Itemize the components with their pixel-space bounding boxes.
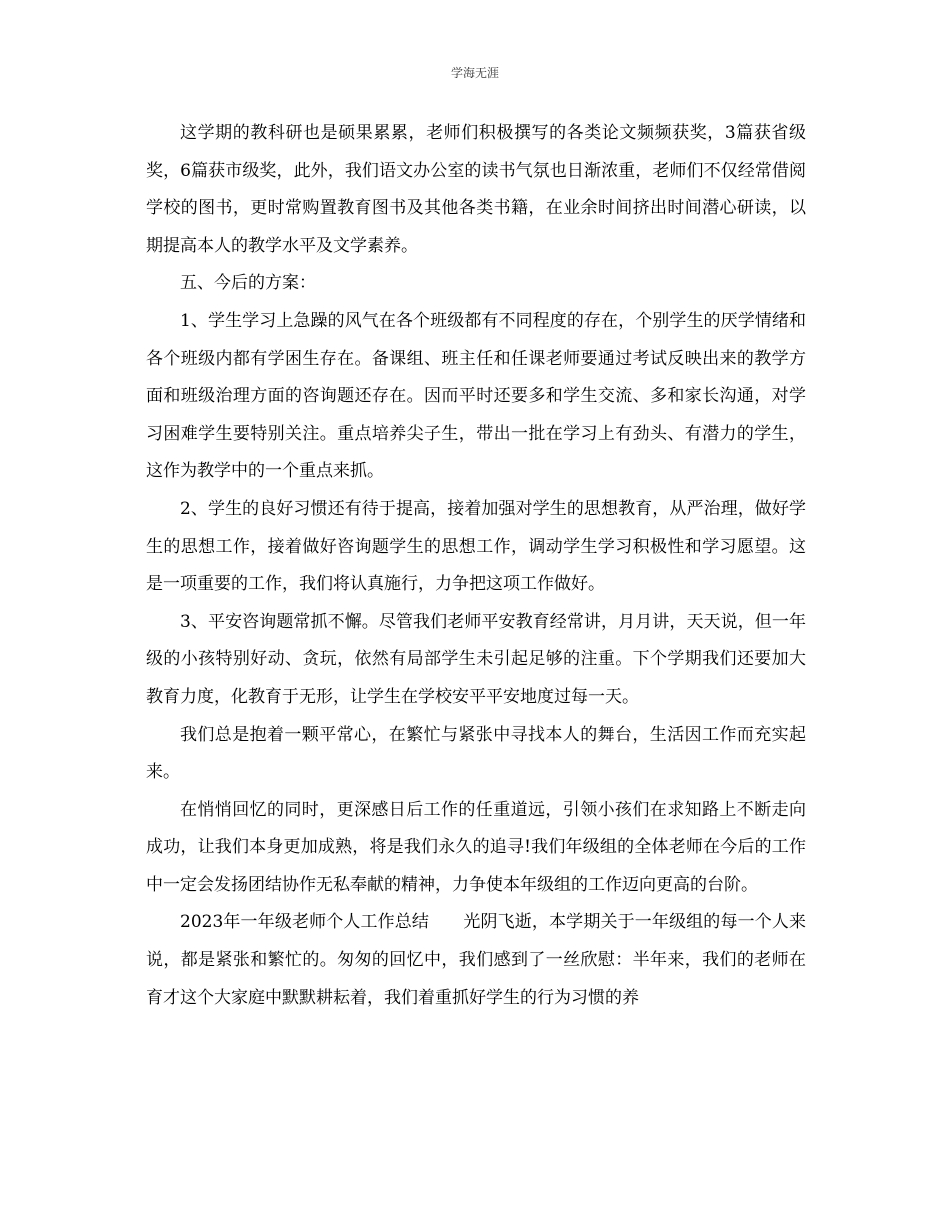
section-heading-future-plan: 五、今后的方案：	[180, 273, 316, 294]
paragraph-plan-item-3: 3、平安咨询题常抓不懈。尽管我们老师平安教育经常讲，月月讲，天天说，但一年级的小孩特别好动、贪玩，依然有局部学生未引起足够的注重。下个学期我们还要加大教育力度，化教育于无形，让学生在学校安平平安地度过每一天。	[146, 611, 806, 707]
page-header: 学海无涯	[450, 66, 499, 80]
document-body	[146, 115, 806, 1017]
paragraph-plan-item-1: 1、学生学习上急躁的风气在各个班级都有不同程度的存在，个别学生的厌学情绪和各个班级内都有学困生存在。备课组、班主任和任课老师要通过考试反映出来的教学方面和班级治理方面的咨询题还存在。因而平时还要多和学生交流、多和家长沟通，对学习困难学生要特别关注。重点培养尖子生，带出一批在学习上有劲头、有潜力的学生，这作为教学中的一个重点来抓。	[146, 310, 806, 482]
paragraph-outlook: 在悄悄回忆的同时，更深感日后工作的任重道远，引领小孩们在求知路上不断走向成功，让我们本身更加成熟，将是我们永久的追寻!我们年级组的全体老师在今后的工作中一定会发扬团结协作无私奉献的精神，力争使本年级组的工作迈向更高的台阶。	[146, 799, 806, 895]
paragraph-attitude: 我们总是抱着一颗平常心，在繁忙与紧张中寻找本人的舞台，生活因工作而充实起来。	[146, 724, 806, 783]
paragraph-research-results: 这学期的教科研也是硕果累累，老师们积极撰写的各类论文频频获奖，3篇获省级奖，6篇获市级奖，此外，我们语文办公室的读书气氛也日渐浓重，老师们不仅经常借阅学校的图书，更时常购置教育图书及其他各类书籍，在业余时间挤出时间潜心研读，以期提高本人的教学水平及文学素养。	[146, 123, 806, 256]
paragraph-plan-item-2: 2、学生的良好习惯还有待于提高，接着加强对学生的思想教育，从严治理，做好学生的思想工作，接着做好咨询题学生的思想工作，调动学生学习积极性和学习愿望。这是一项重要的工作，我们将认真施行，力争把这项工作做好。	[146, 498, 806, 595]
paragraph-next-summary: 2023年一年级老师个人工作总结 光阴飞逝，本学期关于一年级组的每一个人来说，都是紧张和繁忙的。匆匆的回忆中，我们感到了一丝欣慰：半年来，我们的老师在育才这个大家庭中默默耕耘着，我们着重抓好学生的行为习惯的养	[146, 912, 806, 1008]
